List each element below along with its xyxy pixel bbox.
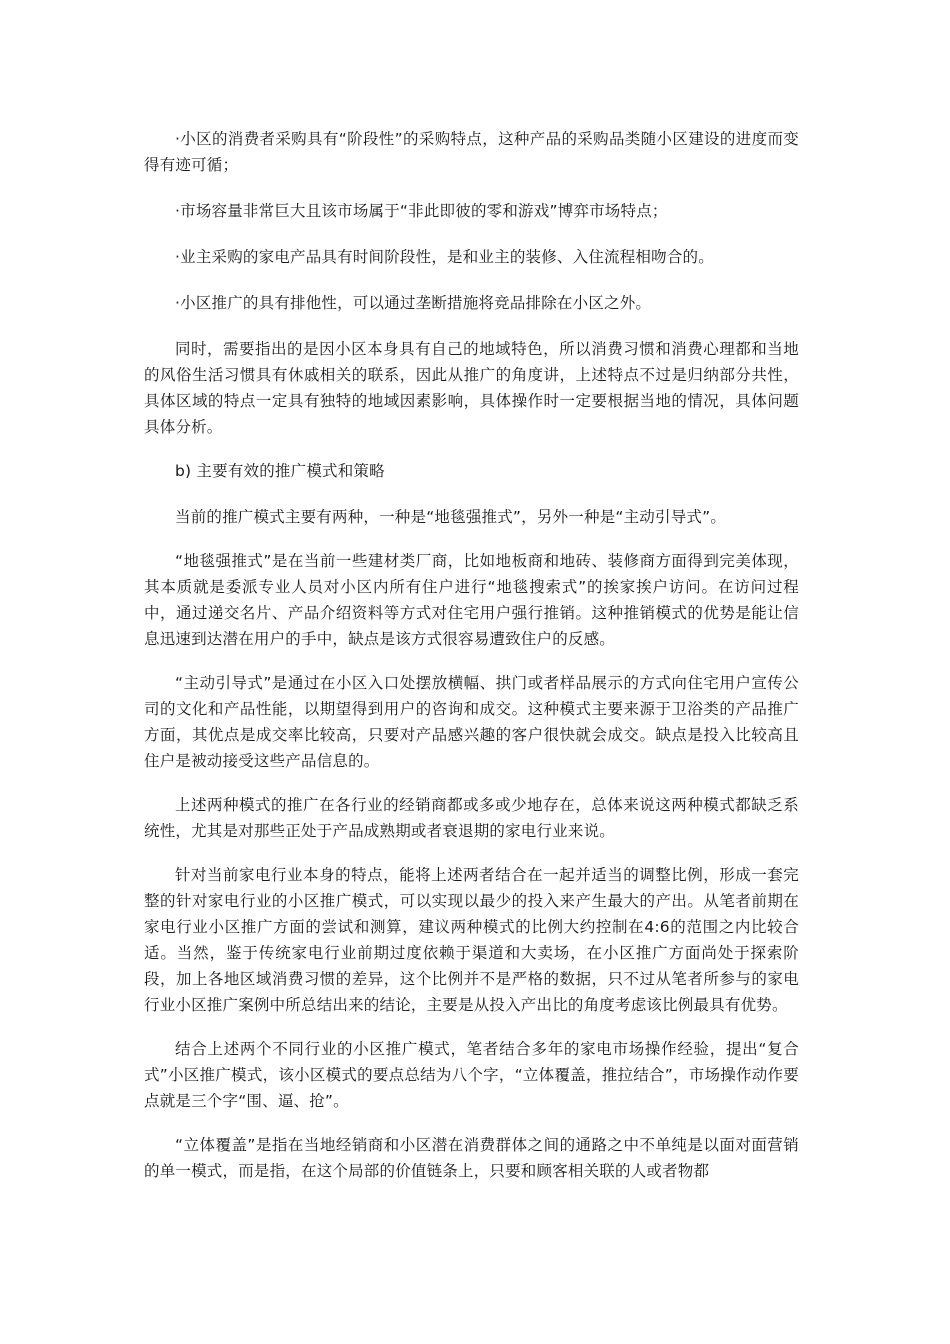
paragraph-lack-system: 上述两种模式的推广在各行业的经销商都或多或少地存在，总体来说这两种模式都缺乏系统性，尤其是对那些正处于产品成熟期或者衰退期的家电行业来说。 (144, 796, 799, 840)
bullet-stage-purchasing: ·小区的消费者采购具有“阶段性”的采购特点，这种产品的采购品类随小区建设的进度而变得有迹可循； (144, 130, 799, 174)
document-body (144, 126, 799, 1202)
bullet-exclusivity: ·小区推广的具有排他性，可以通过垄断措施将竞品排除在小区之外。 (175, 294, 652, 312)
paragraph-carpet-push: “地毯强推式”是在当前一些建材类厂商，比如地板商和地砖、装修商方面得到完美体现，其本质就是委派专业人员对小区内所有住户进行“地毯搜索式”的挨家挨户访问。在访问过程中，通过递交名片、产品介绍资料等方式对住宅用户强行推销。这种推销模式的优势是能让信息迅速到达潜在用户的手中，缺点是该方式很容易遭致住户的反感。 (144, 552, 799, 648)
section-heading: b) 主要有效的推广模式和策略 (175, 462, 385, 480)
paragraph-stereo-coverage: “立体覆盖”是指在当地经销商和小区潜在消费群体之间的通路之中不单纯是以面对面营销的单一模式，而是指，在这个局部的价值链条上，只要和顾客相关联的人或者物都 (144, 1136, 799, 1180)
paragraph-combined-ratio: 针对当前家电行业本身的特点，能将上述两者结合在一起并适当的调整比例，形成一套完整的针对家电行业的小区推广模式，可以实现以最少的投入来产生最大的产出。从笔者前期在家电行业小区推广方面的尝试和测算，建议两种模式的比例大约控制在4:6的范围之内比较合适。当然，鉴于传统家电行业前期过度依赖于渠道和大卖场，在小区推广方面尚处于探索阶段，加上各地区域消费习惯的差异，这个比例并不是严格的数据，只不过从笔者所参与的家电行业小区推广案例中所总结出来的结论，主要是从投入产出比的角度考虑该比例最具有优势。 (144, 866, 799, 1014)
bullet-time-stage: ·业主采购的家电产品具有时间阶段性，是和业主的装修、入住流程相吻合的。 (175, 248, 714, 266)
paragraph-two-modes: 当前的推广模式主要有两种，一种是“地毯强推式”，另外一种是“主动引导式”。 (175, 508, 727, 526)
bullet-market-capacity: ·市场容量非常巨大且该市场属于“非此即彼的零和游戏”博弈市场特点； (175, 202, 668, 220)
paragraph-composite-mode: 结合上述两个不同行业的小区推广模式，笔者结合多年的家电市场操作经验，提出“复合式”小区推广模式，该小区模式的要点总结为八个字，“立体覆盖，推拉结合”，市场操作动作要点就是三个字“围、逼、抢”。 (144, 1040, 799, 1110)
paragraph-regional-characteristics: 同时，需要指出的是因小区本身具有自己的地域特色，所以消费习惯和消费心理都和当地的风俗生活习惯具有休戚相关的联系，因此从推广的角度讲，上述特点不过是归纳部分共性，具体区域的特点一定具有独特的地域因素影响，具体操作时一定要根据当地的情况，具体问题具体分析。 (144, 340, 799, 436)
paragraph-active-guide: “主动引导式”是通过在小区入口处摆放横幅、拱门或者样品展示的方式向住宅用户宣传公司的文化和产品性能，以期望得到用户的咨询和成交。这种模式主要来源于卫浴类的产品推广方面，其优点是成交率比较高，只要对产品感兴趣的客户很快就会成交。缺点是投入比较高且住户是被动接受这些产品信息的。 (144, 674, 799, 770)
